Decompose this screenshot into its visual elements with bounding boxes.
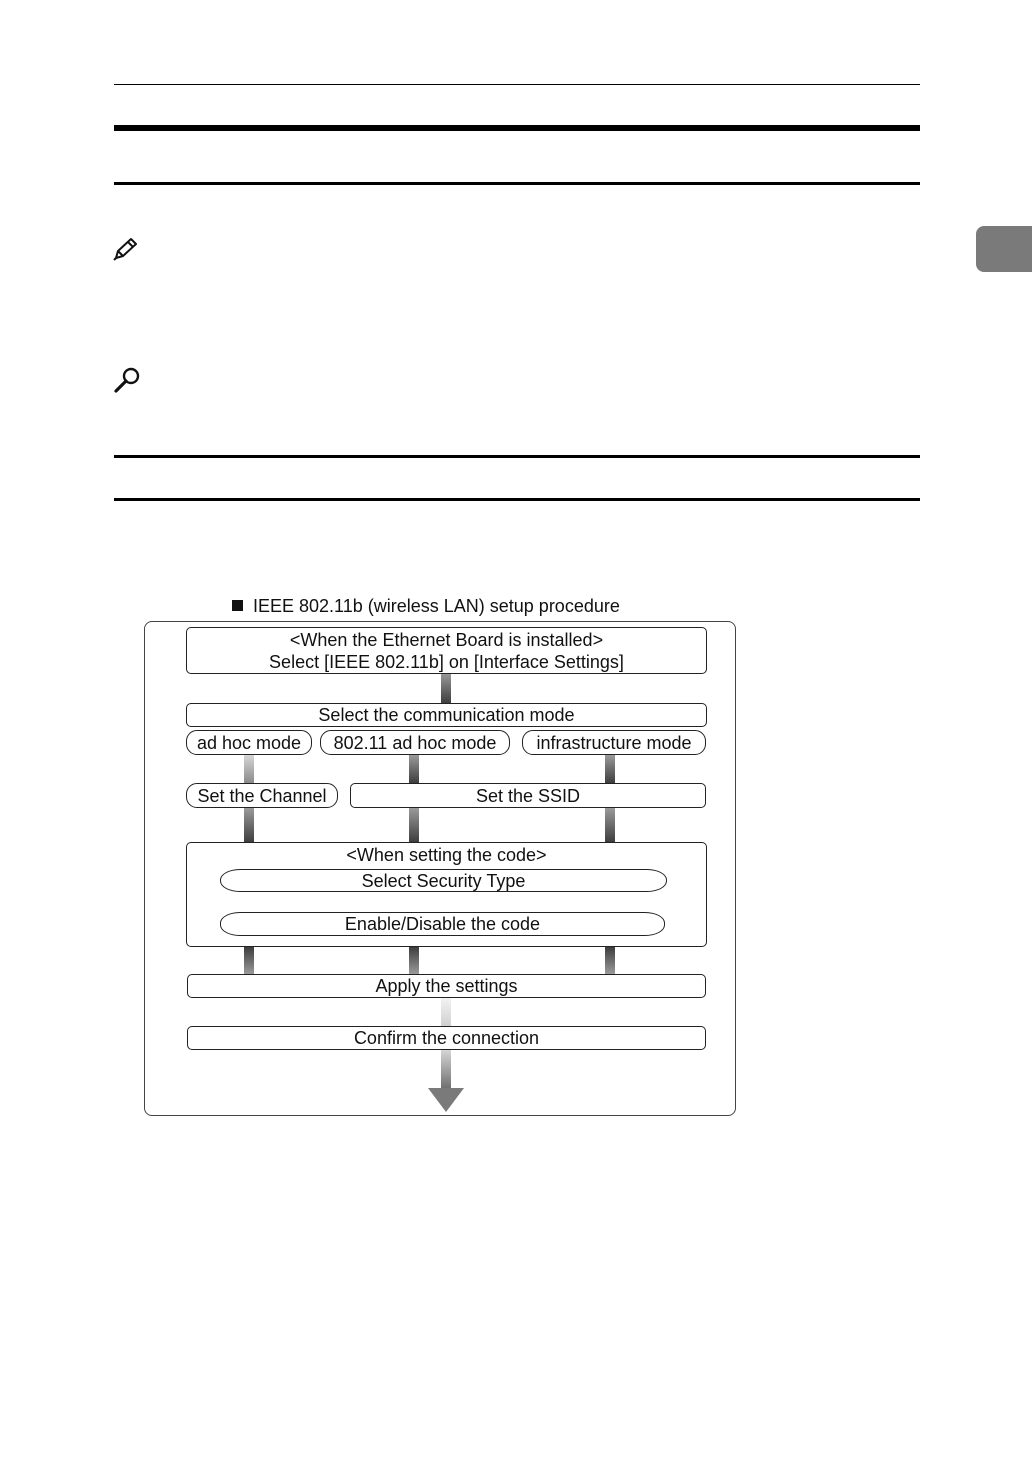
- confirm-label: Confirm the connection: [353, 1028, 540, 1048]
- connector-infra-3: [605, 946, 615, 974]
- connector-80211-3: [409, 946, 419, 974]
- diagram-title-text: IEEE 802.11b (wireless LAN) setup procedure: [253, 596, 620, 616]
- set-channel-label: Set the Channel: [197, 785, 327, 806]
- connector-adhoc-1: [244, 755, 254, 783]
- subsection-rule-top: [114, 455, 920, 458]
- security-type-label: Select Security Type: [361, 870, 526, 891]
- connector-80211-1: [409, 755, 419, 783]
- mode-adhoc-label: ad hoc mode: [196, 732, 302, 753]
- mode-infra-label: infrastructure mode: [536, 732, 692, 753]
- pencil-note-icon: [112, 236, 140, 262]
- header-rule: [114, 84, 920, 85]
- enable-code-label: Enable/Disable the code: [344, 914, 541, 934]
- connector-infra-2: [605, 808, 615, 842]
- chapter-tab: [976, 226, 1032, 272]
- connector-start: [441, 673, 451, 703]
- start-line-2: Select [IEEE 802.11b] on [Interface Settings]: [269, 651, 624, 672]
- connector-adhoc-3: [244, 946, 254, 974]
- section-rule-top: [114, 125, 920, 131]
- apply-box: [187, 974, 706, 998]
- diagram-title: [232, 594, 620, 618]
- apply-label: Apply the settings: [375, 976, 518, 996]
- subsection-rule-bottom: [114, 498, 920, 501]
- section-rule-bottom: [114, 182, 920, 185]
- magnifier-reference-icon: [112, 366, 142, 394]
- set-ssid-box: [350, 783, 706, 808]
- mode-80211-box: [320, 730, 510, 755]
- connector-apply: [441, 998, 451, 1026]
- flow-end-arrow: [428, 1088, 464, 1114]
- set-ssid-label: Set the SSID: [475, 785, 581, 806]
- mode-80211-label: 802.11 ad hoc mode: [333, 732, 497, 753]
- mode-adhoc-box: [186, 730, 312, 755]
- start-line-1: <When the Ethernet Board is installed>: [289, 629, 604, 650]
- comm-mode-label: Select the communication mode: [318, 705, 575, 725]
- confirm-box: [187, 1026, 706, 1050]
- start-box: [186, 627, 707, 674]
- square-bullet-icon: [232, 600, 243, 611]
- mode-infra-box: [522, 730, 706, 755]
- connector-adhoc-2: [244, 808, 254, 842]
- enable-code-box: [220, 912, 665, 936]
- security-type-box: [220, 869, 667, 892]
- code-header-label: <When setting the code>: [346, 845, 547, 865]
- connector-infra-1: [605, 755, 615, 783]
- connector-confirm: [441, 1049, 451, 1089]
- comm-mode-box: [186, 703, 707, 727]
- connector-80211-2: [409, 808, 419, 842]
- set-channel-box: [186, 783, 338, 808]
